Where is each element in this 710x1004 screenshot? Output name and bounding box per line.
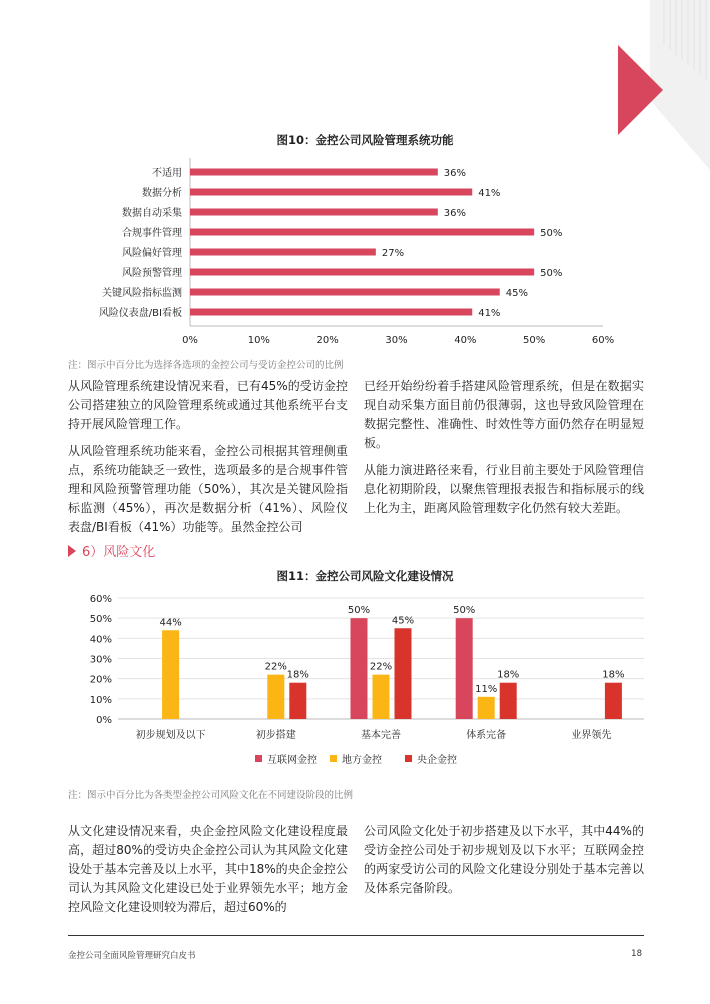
y-tick-label: 20% <box>89 674 112 686</box>
data-label: 18% <box>602 669 625 681</box>
bar <box>190 189 472 196</box>
category-label: 数据自动采集 <box>122 208 182 219</box>
y-tick-label: 50% <box>89 614 112 626</box>
figure11-title: 图11：金控公司风险文化建设情况 <box>276 569 454 583</box>
bar <box>190 229 534 236</box>
category-label: 初步规划及以下 <box>135 730 206 741</box>
x-tick-label: 10% <box>247 335 270 346</box>
bar <box>267 675 284 719</box>
x-tick-label: 60% <box>591 335 615 346</box>
data-label: 36% <box>443 168 467 179</box>
figure10-note: 注：图示中百分比为选择各选项的金控公司与受访金控公司的比例 <box>68 360 344 371</box>
data-label: 45% <box>391 615 415 627</box>
bar <box>456 618 473 719</box>
bar <box>500 683 517 719</box>
legend-swatch <box>405 755 412 762</box>
legend-label: 央企金控 <box>417 755 457 766</box>
data-label: 27% <box>381 248 405 259</box>
text2-right-column <box>364 822 644 906</box>
category-label: 体系完备 <box>466 730 507 741</box>
category-label: 不适用 <box>152 168 182 179</box>
y-tick-label: 0% <box>96 715 112 726</box>
figure11-chart <box>0 585 710 775</box>
x-tick-label: 50% <box>523 335 546 346</box>
triangle-bullet-icon <box>68 545 76 557</box>
bar <box>190 289 500 296</box>
text1-left-column <box>68 377 348 545</box>
category-label: 关键风险指标监测 <box>102 288 182 299</box>
data-label: 36% <box>443 208 467 219</box>
footer-divider <box>68 935 644 936</box>
category-label: 初步搭建 <box>255 730 296 741</box>
legend-label: 地方金控 <box>342 755 382 766</box>
data-label: 50% <box>540 228 563 239</box>
y-tick-label: 40% <box>89 634 112 646</box>
y-tick-label: 10% <box>89 694 112 706</box>
category-label: 业界领先 <box>571 730 612 741</box>
data-label: 41% <box>478 188 501 199</box>
section-heading-text: 6）风险文化 <box>82 545 156 560</box>
x-tick-label: 30% <box>385 335 408 346</box>
bar <box>351 618 368 719</box>
legend-label: 互联网金控 <box>267 755 317 766</box>
paragraph: 从风险管理系统功能来看，金控公司根据其管理侧重点，系统功能缺乏一致性，选项最多的是合规事件管理和风险预警管理功能（50%），其次是关键风险指标监测（45%），再次是数据分析（41%）、风险仪表盘/BI看板（41%）功能等。虽然金控公司 <box>68 444 348 534</box>
x-tick-label: 40% <box>454 335 477 346</box>
figure10-chart <box>0 150 710 350</box>
figure10-title: 图10：金控公司风险管理系统功能 <box>276 133 454 147</box>
paragraph: 从能力演进路径来看，行业目前主要处于风险管理信息化初期阶段，以聚焦管理报表报告和指标展示的线上化为主，距离风险管理数字化仍然有较大差距。 <box>364 463 644 515</box>
paragraph: 已经开始纷纷着手搭建风险管理系统，但是在数据实现自动采集方面目前仍很薄弱，这也导致风险管理在数据完整性、准确性、时效性等方面仍然存在明显短板。 <box>364 379 644 450</box>
figure11-note: 注：图示中百分比为各类型金控公司风险文化在不同建设阶段的比例 <box>68 790 354 801</box>
data-label: 50% <box>540 268 563 279</box>
category-label: 风险偏好管理 <box>122 248 182 259</box>
data-label: 45% <box>505 288 528 299</box>
paragraph: 从文化建设情况来看，央企金控风险文化建设程度最高，超过80%的受访央企金控公司认为其风险文化建设处于基本完善及以上水平，其中18%的央企金控公司认为其风险文化建设已处于业界领先水平；地方金控风险文化建设则较为滞后，超过60%的 <box>68 824 348 914</box>
y-tick-label: 30% <box>89 654 112 666</box>
paragraph: 从风险管理系统建设情况来看，已有45%的受访金控公司搭建独立的风险管理系统或通过其他系统平台支持开展风险管理工作。 <box>68 379 348 431</box>
section-heading <box>68 541 155 560</box>
y-tick-label: 60% <box>89 594 112 605</box>
bar <box>289 683 306 719</box>
bar <box>190 209 438 216</box>
bar <box>373 675 390 719</box>
data-label: 22% <box>369 661 393 673</box>
paragraph: 公司风险文化处于初步搭建及以下水平，其中44%的受访金控公司处于初步规划及以下水平；互联网金控的两家受访公司的风险文化建设分别处于基本完善以及体系完备阶段。 <box>364 824 644 895</box>
text1-right-column <box>364 377 644 526</box>
x-tick-label: 20% <box>316 335 339 346</box>
page-number: 18 <box>631 949 642 959</box>
data-label: 11% <box>475 683 498 695</box>
bar <box>190 169 438 176</box>
bar <box>478 697 495 719</box>
data-label: 18% <box>286 669 309 681</box>
category-label: 数据分析 <box>142 188 182 199</box>
data-label: 41% <box>478 308 501 319</box>
data-label: 18% <box>497 669 520 681</box>
bar <box>162 630 179 719</box>
data-label: 22% <box>264 661 287 673</box>
bar <box>605 683 622 719</box>
data-label: 50% <box>347 605 371 617</box>
bar <box>190 249 376 256</box>
data-label: 50% <box>453 605 476 617</box>
category-label: 风险仪表盘/BI看板 <box>98 308 182 319</box>
category-label: 合规事件管理 <box>122 228 182 239</box>
legend-swatch <box>255 755 262 762</box>
footer-title: 金控公司全面风险管理研究白皮书 <box>68 951 196 961</box>
category-label: 基本完善 <box>361 730 401 741</box>
legend-swatch <box>330 755 337 762</box>
bar <box>395 628 412 719</box>
text2-left-column <box>68 822 348 925</box>
bar <box>190 309 472 316</box>
x-tick-label: 0% <box>182 335 198 346</box>
bar <box>190 269 534 276</box>
category-label: 风险预警管理 <box>122 268 182 279</box>
data-label: 44% <box>159 617 182 629</box>
